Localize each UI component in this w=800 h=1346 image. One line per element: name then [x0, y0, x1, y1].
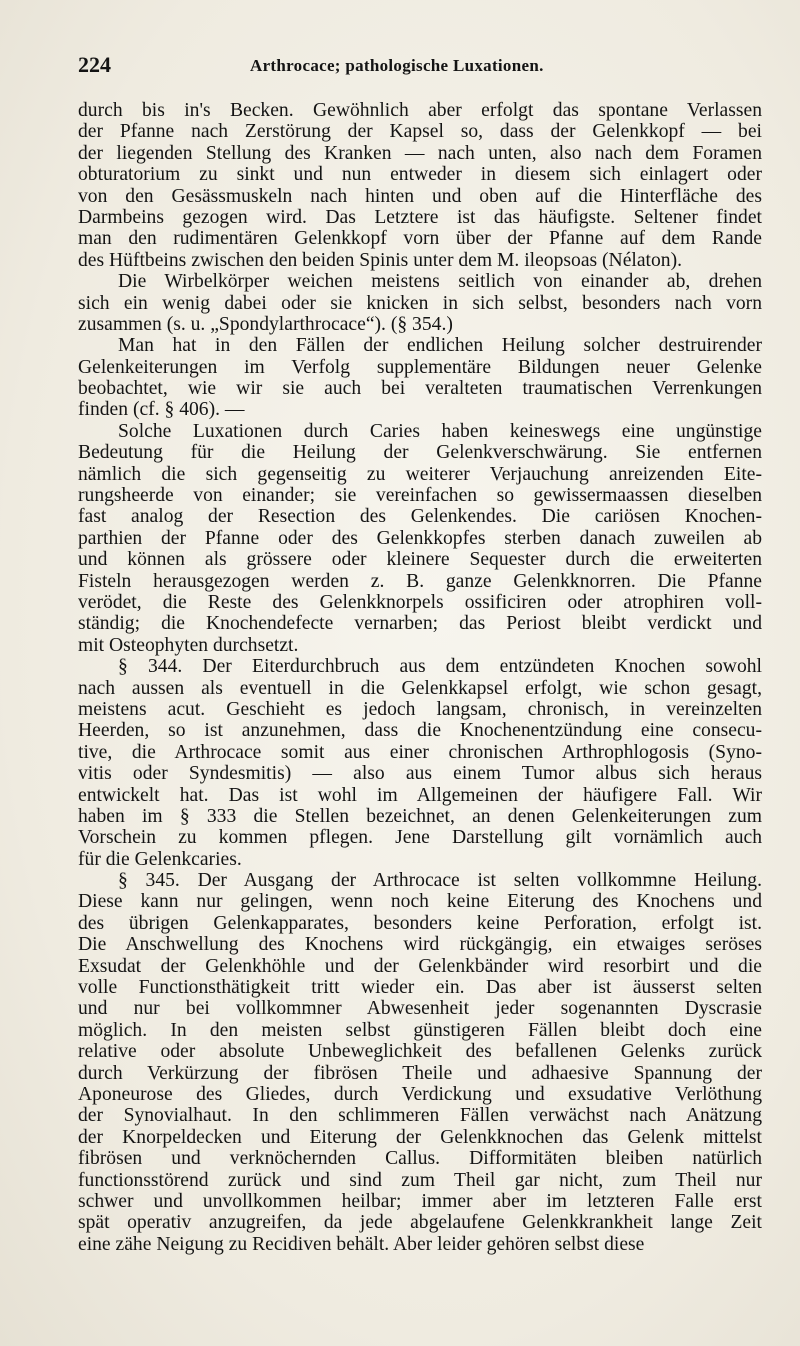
text-line: entwickelt hat. Das ist wohl im Allgemeinen der häufigere Fall. Wir	[78, 784, 762, 806]
text-line: der liegenden Stellung des Kranken — nach unten, also nach dem Foramen	[78, 142, 762, 164]
page-number: 224	[78, 52, 111, 77]
text-line: der Knorpeldecken und Eiterung der Gelenkknochen das Gelenk mittelst	[78, 1126, 762, 1148]
text-line: Darmbeins gezogen wird. Das Letztere ist das häufigste. Seltener findet	[78, 206, 762, 228]
text-line: Heerden, so ist anzunehmen, dass die Knochenentzündung eine consecu-	[78, 720, 762, 742]
text-line: der Synovialhaut. In den schlimmeren Fällen verwächst nach Anätzung	[78, 1105, 762, 1127]
text-line: Solche Luxationen durch Caries haben keineswegs eine ungünstige	[118, 420, 762, 442]
text-line: sich ein wenig dabei oder sie knicken in sich selbst, besonders nach vorn	[78, 292, 762, 314]
text-line: Die Anschwellung des Knochens wird rückgängig, ein etwaiges seröses	[78, 934, 762, 956]
text-line: rungsheerde von einander; sie vereinfachen so gewissermaassen dieselben	[78, 485, 762, 507]
text-line: man den rudimentären Gelenkkopf vorn über der Pfanne auf dem Rande	[78, 228, 762, 250]
text-line: haben im § 333 die Stellen bezeichnet, an denen Gelenkeiterungen zum	[78, 805, 762, 827]
body-text	[78, 100, 762, 1255]
text-line: Aponeurose des Gliedes, durch Verdickung und exsudative Verlöthung	[78, 1083, 762, 1105]
text-line: volle Functionsthätigkeit tritt wieder ein. Das aber ist äusserst selten	[78, 977, 762, 999]
text-line: § 344. Der Eiterdurchbruch aus dem entzündeten Knochen sowohl	[118, 656, 762, 678]
text-line: functionsstörend zurück und sind zum Theil gar nicht, zum Theil nur	[78, 1169, 762, 1191]
text-line: nach aussen als eventuell in die Gelenkkapsel erfolgt, wie schon gesagt,	[78, 677, 762, 699]
text-line: parthien der Pfanne oder des Gelenkkopfes sterben danach zuweilen ab	[78, 527, 762, 549]
text-line: § 345. Der Ausgang der Arthrocace ist selten vollkommne Heilung.	[118, 870, 762, 892]
text-line: tive, die Arthrocace somit aus einer chronischen Arthrophlogosis (Syno-	[78, 741, 762, 763]
text-line: nämlich die sich gegenseitig zu weiterer Verjauchung anreizenden Eite-	[78, 463, 762, 485]
text-line: eine zähe Neigung zu Recidiven behält. Aber leider gehören selbst diese	[78, 1233, 645, 1255]
text-line: Die Wirbelkörper weichen meistens seitlich von einander ab, drehen	[118, 271, 762, 293]
text-line: Man hat in den Fällen der endlichen Heilung solcher destruirender	[118, 335, 762, 357]
text-line: meistens acut. Geschieht es jedoch langsam, chronisch, in vereinzelten	[78, 698, 762, 720]
text-line: mit Osteophyten durchsetzt.	[78, 634, 299, 656]
text-line: und können als grössere oder kleinere Sequester durch die erweiterten	[78, 549, 762, 571]
text-line: zusammen (s. u. „Spondylarthrocace“). (§ 354.)	[78, 313, 453, 335]
text-line: spät operativ anzugreifen, da jede abgelaufene Gelenkkrankheit lange Zeit	[78, 1212, 762, 1234]
text-line: der Pfanne nach Zerstörung der Kapsel so, dass der Gelenkkopf — bei	[78, 121, 762, 143]
text-line: verödet, die Reste des Gelenkknorpels ossificiren oder atrophiren voll-	[78, 591, 762, 613]
text-line: von den Gesässmuskeln nach hinten und oben auf die Hinterfläche des	[78, 185, 762, 207]
text-line: Fisteln herausgezogen werden z. B. ganze Gelenkknorren. Die Pfanne	[78, 570, 762, 592]
text-line: ständig; die Knochendefecte vernarben; das Periost bleibt verdickt und	[78, 613, 762, 635]
running-title: Arthrocace; pathologische Luxationen.	[250, 56, 544, 75]
text-line: beobachtet, wie wir sie auch bei veralteten traumatischen Verrenkungen	[78, 378, 762, 400]
running-head	[78, 52, 762, 100]
text-line: relative oder absolute Unbeweglichkeit des befallenen Gelenks zurück	[78, 1041, 762, 1063]
text-line: fibrösen und verknöchernden Callus. Difformitäten bleiben natürlich	[78, 1148, 762, 1170]
text-line: Bedeutung für die Heilung der Gelenkverschwärung. Sie entfernen	[78, 442, 762, 464]
text-line: vitis oder Syndesmitis) — also aus einem Tumor albus sich heraus	[78, 763, 762, 785]
text-line: durch bis in's Becken. Gewöhnlich aber erfolgt das spontane Verlassen	[78, 100, 762, 121]
text-line: Exsudat der Gelenkhöhle und der Gelenkbänder wird resorbirt und die	[78, 955, 762, 977]
text-line: finden (cf. § 406). —	[78, 399, 245, 421]
text-line: obturatorium zu sinkt und nun entweder in diesem sich einlagert oder	[78, 164, 762, 186]
text-line: des Hüftbeins zwischen den beiden Spinis unter dem M. ileopsoas (Nélaton).	[78, 249, 683, 271]
text-line: Vorschein zu kommen pflegen. Jene Darstellung gilt vornämlich auch	[78, 827, 762, 849]
text-line: möglich. In den meisten selbst günstigeren Fällen bleibt doch eine	[78, 1019, 762, 1041]
text-line: des übrigen Gelenkapparates, besonders keine Perforation, erfolgt ist.	[78, 912, 762, 934]
text-line: Gelenkeiterungen im Verfolg supplementäre Bildungen neuer Gelenke	[78, 356, 762, 378]
text-line: durch Verkürzung der fibrösen Theile und adhaesive Spannung der	[78, 1062, 762, 1084]
text-line: für die Gelenkcaries.	[78, 848, 242, 870]
text-line: und nur bei vollkommner Abwesenheit jeder sogenannten Dyscrasie	[78, 998, 762, 1020]
text-line: Diese kann nur gelingen, wenn noch keine Eiterung des Knochens und	[78, 891, 762, 913]
text-line: schwer und unvollkommen heilbar; immer aber im letzteren Falle erst	[78, 1190, 762, 1212]
text-line: fast analog der Resection des Gelenkendes. Die cariösen Knochen-	[78, 506, 762, 528]
